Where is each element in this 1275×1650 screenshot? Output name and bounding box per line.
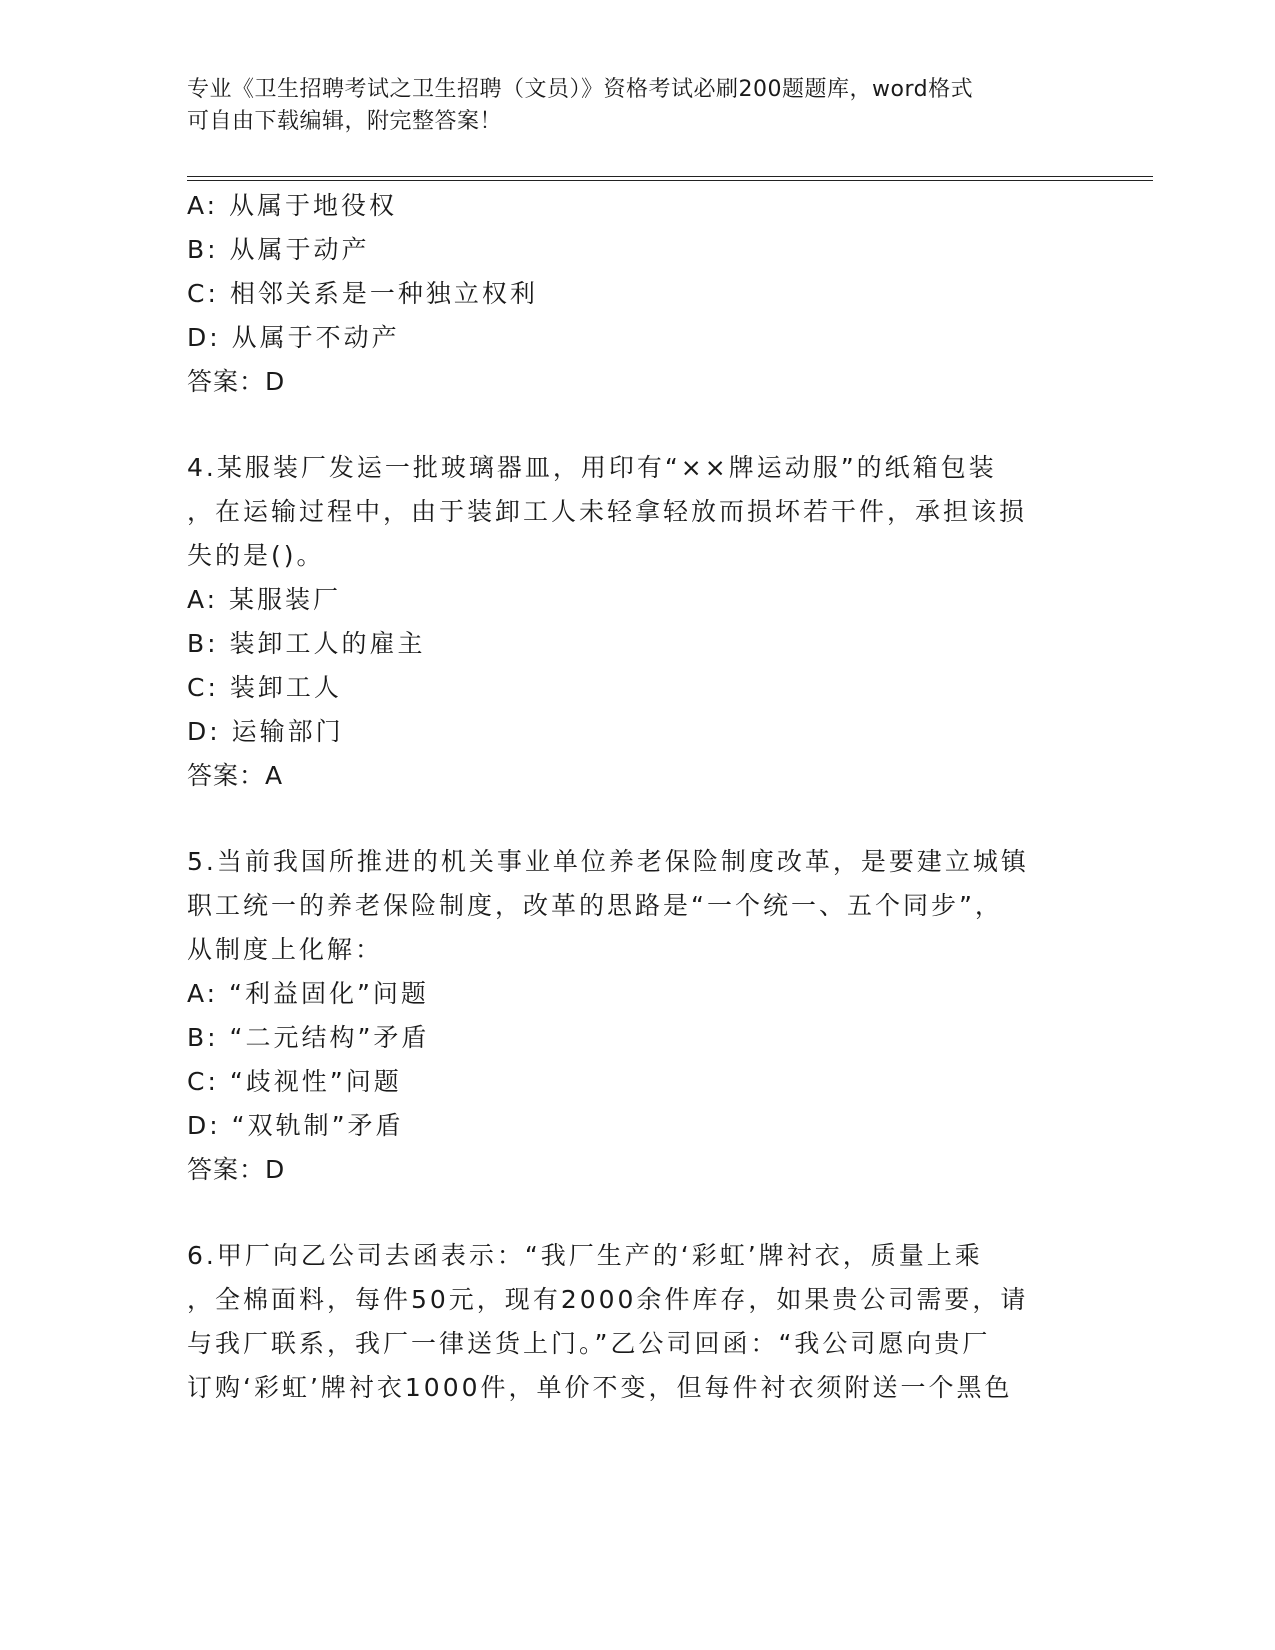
q3-option-b: B: 从属于动产 — [187, 235, 370, 264]
q4-stem-line-3: 失的是()。 — [187, 541, 325, 570]
q4-stem-line-1: 4.某服装厂发运一批玻璃器皿，用印有“××牌运动服”的纸箱包装 — [187, 453, 997, 482]
q5-option-c: C: “歧视性”问题 — [187, 1067, 402, 1096]
q6-stem-line-4: 订购‘彩虹’牌衬衣1000件，单价不变，但每件衬衣须附送一个黑色 — [187, 1373, 1013, 1402]
q4-stem-line-2: ，在运输过程中，由于装卸工人未轻拿轻放而损坏若干件，承担该损 — [187, 497, 1028, 526]
q5-stem-line-1: 5.当前我国所推进的机关事业单位养老保险制度改革，是要建立城镇 — [187, 847, 1029, 876]
header-divider — [187, 176, 1153, 181]
q5-stem-line-2: 职工统一的养老保险制度，改革的思路是“一个统一、五个同步”， — [187, 891, 1003, 920]
q3-option-c: C: 相邻关系是一种独立权利 — [187, 279, 538, 308]
q4-answer: 答案：A — [187, 761, 284, 790]
q4-option-d: D: 运输部门 — [187, 717, 344, 746]
q3-answer: 答案：D — [187, 367, 286, 396]
q5-answer: 答案：D — [187, 1155, 286, 1184]
q5-option-b: B: “二元结构”矛盾 — [187, 1023, 430, 1052]
q3-option-d: D: 从属于不动产 — [187, 323, 400, 352]
q5-stem-line-3: 从制度上化解： — [187, 935, 384, 964]
q3-option-a: A: 从属于地役权 — [187, 191, 398, 220]
q6-stem-line-3: 与我厂联系，我厂一律送货上门。”乙公司回函：“我公司愿向贵厂 — [187, 1329, 991, 1358]
q6-stem-line-1: 6.甲厂向乙公司去函表示：“我厂生产的‘彩虹’牌衬衣，质量上乘 — [187, 1241, 983, 1270]
q5-option-a: A: “利益固化”问题 — [187, 979, 429, 1008]
q4-option-b: B: 装卸工人的雇主 — [187, 629, 426, 658]
document-header — [187, 74, 1067, 138]
header-line-1: 专业《卫生招聘考试之卫生招聘（文员）》资格考试必刷200题题库，word格式 — [187, 77, 974, 102]
q4-option-a: A: 某服装厂 — [187, 585, 342, 614]
q4-option-c: C: 装卸工人 — [187, 673, 342, 702]
q5-option-d: D: “双轨制”矛盾 — [187, 1111, 404, 1140]
header-line-2: 可自由下载编辑，附完整答案！ — [187, 109, 503, 134]
q6-stem-line-2: ，全棉面料，每件50元，现有2000余件库存，如果贵公司需要，请 — [187, 1285, 1029, 1314]
